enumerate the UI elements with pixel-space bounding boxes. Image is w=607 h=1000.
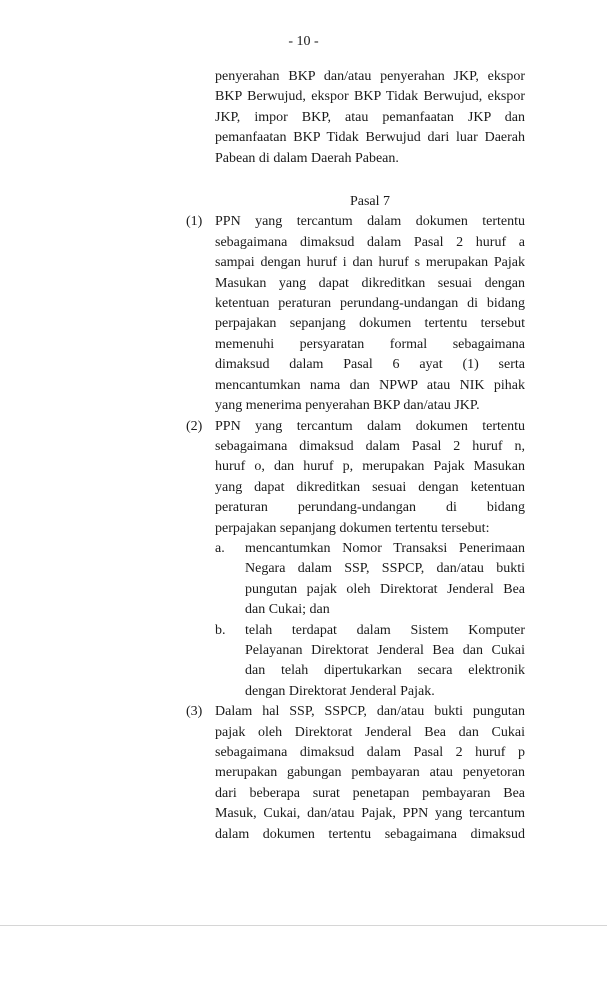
paragraph [215, 417, 525, 539]
text-line: mencantumkan Nomor Transaksi Penerimaan [245, 540, 525, 556]
paragraph [215, 67, 525, 169]
text-line: sebagaimana dimaksud dalam Pasal 2 huruf n, [215, 438, 525, 454]
text-line: dan telah dipertukarkan secara elektronik [245, 663, 525, 679]
text-line: pungutan pajak oleh Direktorat Jenderal Bea [245, 581, 525, 597]
text-line: BKP Berwujud, ekspor BKP Tidak Berwujud, ekspor [215, 89, 525, 105]
sub-item [215, 621, 525, 703]
paragraph [215, 702, 525, 845]
text-line: dari beberapa surat penetapan pembayaran Bea [215, 785, 525, 801]
sub-item [215, 539, 525, 621]
text-line: huruf o, dan huruf p, merupakan Pajak Masukan [215, 459, 525, 475]
text-line: JKP, impor BKP, atau pemanfaatan JKP dan [215, 109, 525, 125]
text-line: telah terdapat dalam Sistem Komputer [245, 622, 525, 638]
text-line: ketentuan peraturan perundang-undangan di bidang [215, 296, 525, 312]
clause [186, 702, 525, 845]
clause-number: (2) [186, 418, 203, 434]
page-number: - 10 - [288, 34, 319, 49]
text-line: mencantumkan nama dan NPWP atau NIK pihak [215, 377, 525, 393]
text-line: Masukan yang dapat dikreditkan sesuai dengan [215, 275, 525, 291]
text-line: dalam dokumen tertentu sebagaimana dimaksud [215, 826, 525, 842]
text-line: dengan Direktorat Jenderal Pajak. [245, 683, 435, 699]
text-line: yang menerima penyerahan BKP dan/atau JKP. [215, 398, 480, 414]
text-line: Dalam hal SSP, SSPCP, dan/atau bukti pungutan [215, 704, 525, 720]
clause [186, 417, 525, 703]
text-line: dimaksud dalam Pasal 6 ayat (1) serta [215, 357, 525, 373]
sub-item-label: b. [215, 622, 226, 638]
text-line: PPN yang tercantum dalam dokumen tertentu [215, 214, 525, 230]
clause [186, 212, 525, 416]
article-title: Pasal 7 [349, 194, 391, 210]
text-line: sampai dengan huruf i dan huruf s merupakan Pajak [215, 255, 525, 271]
clause-number: (3) [186, 704, 203, 720]
text-line: perpajakan sepanjang dokumen tertentu tersebut [215, 316, 525, 332]
clause-number: (1) [186, 214, 203, 230]
paragraph [215, 212, 525, 416]
text-line: pajak oleh Direktorat Jenderal Bea dan Cukai [215, 724, 525, 740]
document-body [186, 67, 525, 845]
paragraph [245, 621, 525, 703]
text-line: Pelayanan Direktorat Jenderal Bea dan Cukai [245, 642, 525, 658]
text-line: Masuk, Cukai, dan/atau Pajak, PPN yang tercantum [215, 806, 525, 822]
text-line: memenuhi persyaratan formal sebagaimana [215, 336, 525, 352]
paragraph [245, 539, 525, 621]
text-line: PPN yang tercantum dalam dokumen tertentu [215, 418, 525, 434]
text-line: dan Cukai; dan [245, 602, 330, 618]
text-line: sebagaimana dimaksud dalam Pasal 2 huruf p [215, 745, 525, 760]
text-line: sebagaimana dimaksud dalam Pasal 2 huruf a [215, 234, 525, 250]
text-line: perpajakan sepanjang dokumen tertentu tersebut: [215, 520, 490, 536]
text-line: yang dapat dikreditkan sesuai dengan ketentuan [215, 479, 525, 495]
text-line: Negara dalam SSP, SSPCP, dan/atau bukti [245, 561, 525, 577]
text-line: merupakan gabungan pembayaran atau penyetoran [215, 765, 525, 781]
scan-edge-line [0, 925, 607, 926]
text-line: peraturan perundang-undangan di bidang [215, 500, 525, 516]
sub-item-label: a. [215, 540, 225, 556]
text-line: pemanfaatan BKP Tidak Berwujud dari luar Daerah [215, 130, 525, 146]
text-line: Pabean di dalam Daerah Pabean. [215, 150, 399, 166]
text-line: penyerahan BKP dan/atau penyerahan JKP, ekspor [215, 69, 525, 84]
